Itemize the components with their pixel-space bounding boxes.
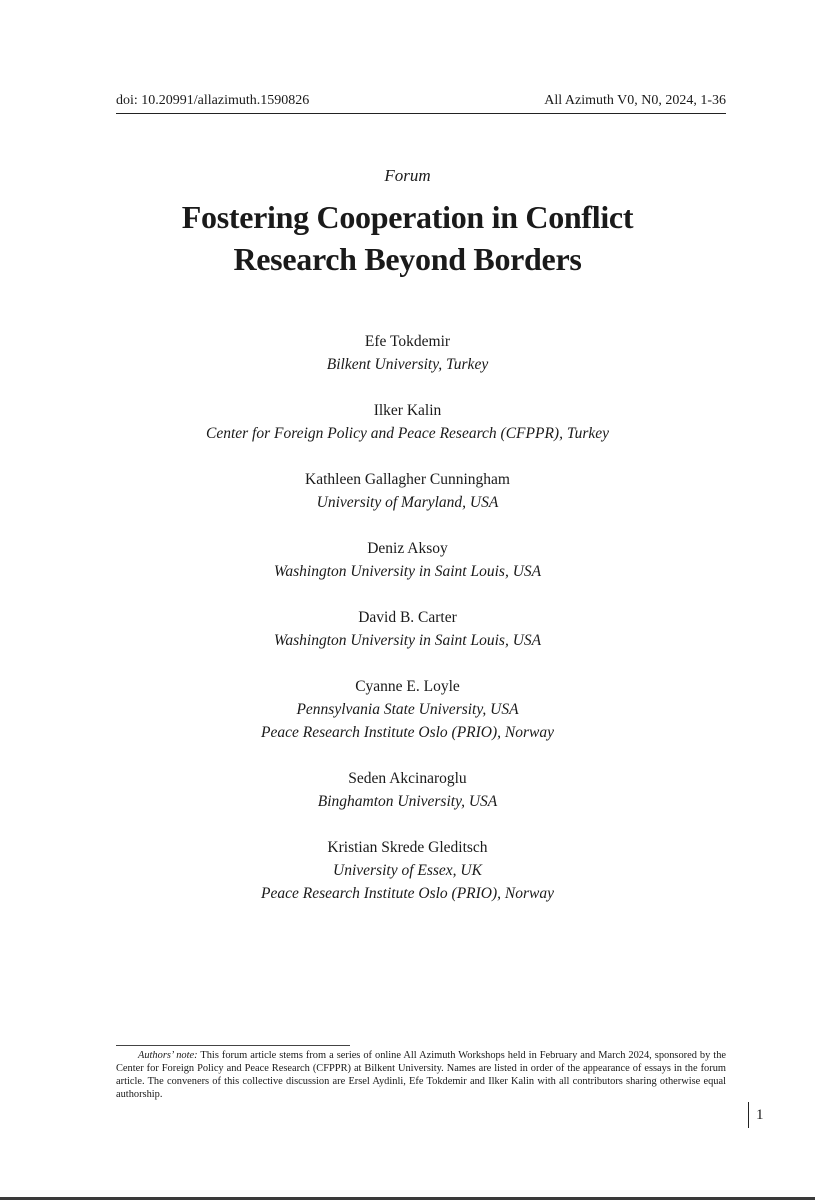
- author-affiliation: Peace Research Institute Oslo (PRIO), Norway: [261, 724, 554, 741]
- title-line-2: Research Beyond Borders: [233, 241, 582, 277]
- authors-note-footnote: [116, 1049, 726, 1101]
- author-block: [0, 606, 815, 652]
- running-header: [116, 93, 726, 114]
- footnote-lead: Authors’ note:: [138, 1050, 198, 1061]
- section-label: Forum: [384, 166, 431, 185]
- author-affiliation: Pennsylvania State University, USA: [296, 701, 519, 718]
- author-name: Kathleen Gallagher Cunningham: [305, 471, 510, 488]
- author-name: David B. Carter: [358, 609, 457, 626]
- author-list: [0, 330, 815, 928]
- author-name: Kristian Skrede Gleditsch: [327, 839, 488, 856]
- journal-citation: All Azimuth V0, N0, 2024, 1-36: [544, 93, 726, 108]
- article-title: [0, 196, 815, 280]
- author-affiliation: Washington University in Saint Louis, USA: [273, 632, 542, 649]
- author-affiliation: Center for Foreign Policy and Peace Research (CFPPR), Turkey: [205, 425, 610, 442]
- author-affiliation: University of Maryland, USA: [316, 494, 499, 511]
- author-affiliation: University of Essex, UK: [333, 862, 482, 879]
- footnote-divider: [116, 1045, 350, 1046]
- author-name: Deniz Aksoy: [367, 540, 448, 557]
- author-block: [0, 767, 815, 813]
- footnote-text: This forum article stems from a series of online All Azimuth Workshops held in February and March 2024, sponsored by the Center for Foreign Policy and Peace Research (CFPPR) at Bilkent University. Names are listed in order of the appearance of essays in the forum article. The conveners of this collective discussion are Ersel Aydinli, Efe Tokdemir and Ilker Kalin with all contributors sharing otherwise equal authorship.: [116, 1050, 727, 1100]
- author-affiliation: Binghamton University, USA: [317, 793, 498, 810]
- author-block: [0, 537, 815, 583]
- author-affiliation: Bilkent University, Turkey: [326, 356, 489, 373]
- author-block: [0, 836, 815, 905]
- author-name: Seden Akcinaroglu: [348, 770, 467, 787]
- doi-text: doi: 10.20991/allazimuth.1590826: [116, 93, 310, 108]
- author-name: Efe Tokdemir: [364, 333, 451, 350]
- author-affiliation: Peace Research Institute Oslo (PRIO), Norway: [261, 885, 554, 902]
- author-block: [0, 399, 815, 445]
- author-block: [0, 330, 815, 376]
- title-line-1: Fostering Cooperation in Conflict: [181, 199, 634, 235]
- author-block: [0, 468, 815, 514]
- author-name: Ilker Kalin: [373, 402, 442, 419]
- author-block: [0, 675, 815, 744]
- author-name: Cyanne E. Loyle: [355, 678, 460, 695]
- author-affiliation: Washington University in Saint Louis, USA: [273, 563, 542, 580]
- page-number: 1: [748, 1102, 764, 1128]
